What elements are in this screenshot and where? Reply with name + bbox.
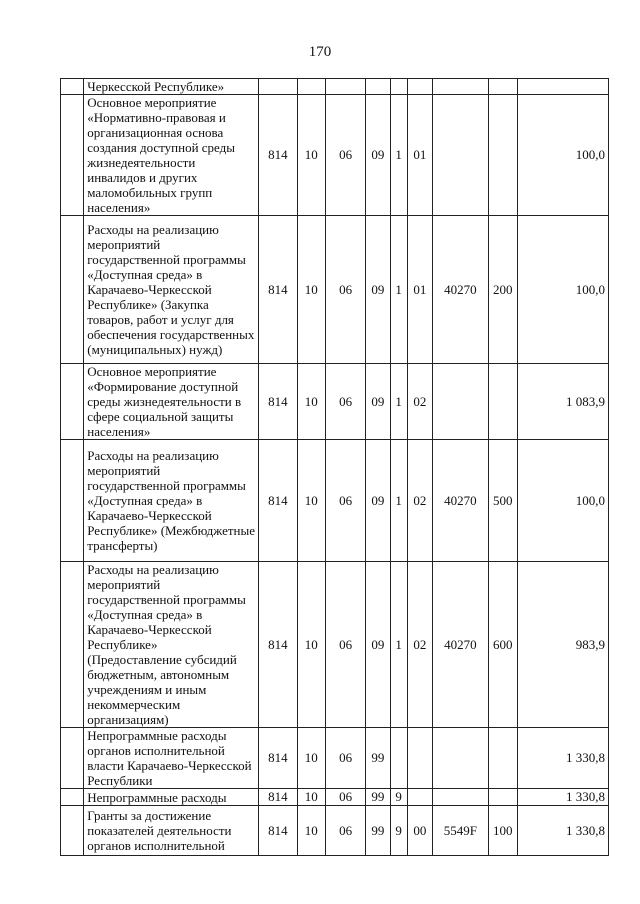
code-cell-rz: 10 bbox=[297, 440, 325, 562]
code-cell-p3 bbox=[407, 79, 432, 95]
description-cell: Основное мероприятие «Нормативно-правовая и организационная основа создания доступной среды жизнедеятельности инвалидов и других маломобильных групп населения» bbox=[84, 95, 259, 216]
code-cell-grbs: 814 bbox=[259, 216, 297, 364]
amount-cell: 1 083,9 bbox=[517, 364, 608, 440]
description-cell: Непрограммные расходы bbox=[84, 789, 259, 806]
code-cell-pr: 06 bbox=[325, 440, 365, 562]
code-cell-csr: 40270 bbox=[433, 216, 489, 364]
table-row bbox=[61, 216, 609, 364]
code-cell-p3: 01 bbox=[407, 95, 432, 216]
code-cell-p1 bbox=[366, 79, 390, 95]
code-cell-csr bbox=[433, 728, 489, 789]
code-cell-csr bbox=[433, 79, 489, 95]
code-cell-vr: 100 bbox=[488, 806, 517, 856]
description-cell: Черкесской Республике» bbox=[84, 79, 259, 95]
code-cell-vr bbox=[488, 79, 517, 95]
description-cell: Непрограммные расходы органов исполнительной власти Карачаево-Черкесской Республики bbox=[84, 728, 259, 789]
row-number-cell bbox=[61, 95, 84, 216]
table-row bbox=[61, 440, 609, 562]
code-cell-p3 bbox=[407, 789, 432, 806]
amount-cell: 100,0 bbox=[517, 216, 608, 364]
code-cell-csr: 40270 bbox=[433, 440, 489, 562]
code-cell-p1: 09 bbox=[366, 364, 390, 440]
table-row bbox=[61, 79, 609, 95]
code-cell-grbs: 814 bbox=[259, 364, 297, 440]
page-number: 170 bbox=[308, 44, 332, 60]
code-cell-rz: 10 bbox=[297, 562, 325, 728]
row-number-cell bbox=[61, 216, 84, 364]
code-cell-csr: 5549F bbox=[433, 806, 489, 856]
code-cell-p1: 09 bbox=[366, 562, 390, 728]
code-cell-grbs: 814 bbox=[259, 440, 297, 562]
code-cell-p2: 1 bbox=[390, 95, 407, 216]
code-cell-p3: 01 bbox=[407, 216, 432, 364]
code-cell-csr bbox=[433, 364, 489, 440]
code-cell-rz: 10 bbox=[297, 806, 325, 856]
code-cell-csr bbox=[433, 95, 489, 216]
amount-cell: 983,9 bbox=[517, 562, 608, 728]
code-cell-p2: 9 bbox=[390, 789, 407, 806]
amount-cell: 1 330,8 bbox=[517, 789, 608, 806]
code-cell-vr bbox=[488, 95, 517, 216]
row-number-cell bbox=[61, 789, 84, 806]
code-cell-pr: 06 bbox=[325, 562, 365, 728]
code-cell-pr: 06 bbox=[325, 216, 365, 364]
code-cell-p2: 9 bbox=[390, 806, 407, 856]
code-cell-grbs: 814 bbox=[259, 562, 297, 728]
code-cell-rz: 10 bbox=[297, 95, 325, 216]
code-cell-p2: 1 bbox=[390, 364, 407, 440]
code-cell-csr bbox=[433, 789, 489, 806]
row-number-cell bbox=[61, 806, 84, 856]
code-cell-p2 bbox=[390, 79, 407, 95]
description-cell: Основное мероприятие «Формирование доступной среды жизнедеятельности в сфере социальной защиты населения» bbox=[84, 364, 259, 440]
code-cell-rz: 10 bbox=[297, 216, 325, 364]
code-cell-pr: 06 bbox=[325, 789, 365, 806]
code-cell-vr bbox=[488, 789, 517, 806]
code-cell-p3 bbox=[407, 728, 432, 789]
amount-cell: 1 330,8 bbox=[517, 728, 608, 789]
amount-cell: 100,0 bbox=[517, 95, 608, 216]
amount-cell: 100,0 bbox=[517, 440, 608, 562]
code-cell-p1: 99 bbox=[366, 806, 390, 856]
code-cell-p1: 09 bbox=[366, 440, 390, 562]
code-cell-p3: 02 bbox=[407, 364, 432, 440]
code-cell-rz: 10 bbox=[297, 728, 325, 789]
code-cell-vr: 600 bbox=[488, 562, 517, 728]
code-cell-grbs: 814 bbox=[259, 728, 297, 789]
table-row bbox=[61, 364, 609, 440]
amount-cell bbox=[517, 79, 608, 95]
code-cell-grbs: 814 bbox=[259, 789, 297, 806]
code-cell-pr: 06 bbox=[325, 95, 365, 216]
code-cell-p3: 02 bbox=[407, 440, 432, 562]
code-cell-p2: 1 bbox=[390, 216, 407, 364]
code-cell-vr: 500 bbox=[488, 440, 517, 562]
code-cell-pr: 06 bbox=[325, 806, 365, 856]
row-number-cell bbox=[61, 728, 84, 789]
code-cell-p2: 1 bbox=[390, 562, 407, 728]
row-number-cell bbox=[61, 440, 84, 562]
table-row bbox=[61, 728, 609, 789]
code-cell-p2 bbox=[390, 728, 407, 789]
code-cell-grbs: 814 bbox=[259, 806, 297, 856]
table-row bbox=[61, 95, 609, 216]
code-cell-p3: 02 bbox=[407, 562, 432, 728]
code-cell-csr: 40270 bbox=[433, 562, 489, 728]
table-row bbox=[61, 806, 609, 856]
table-row bbox=[61, 789, 609, 806]
code-cell-p3: 00 bbox=[407, 806, 432, 856]
description-cell: Расходы на реализацию мероприятий государственной программы «Доступная среда» в Карачаево-Черкесской Республике» (Предоставление субсидий бюджетным, автономным учреждениям и иным некоммерческим организациям) bbox=[84, 562, 259, 728]
amount-cell: 1 330,8 bbox=[517, 806, 608, 856]
code-cell-pr: 06 bbox=[325, 728, 365, 789]
code-cell-pr: 06 bbox=[325, 364, 365, 440]
row-number-cell bbox=[61, 79, 84, 95]
description-cell: Расходы на реализацию мероприятий государственной программы «Доступная среда» в Карачаево-Черкесской Республике» (Межбюджетные трансферты) bbox=[84, 440, 259, 562]
budget-table bbox=[60, 78, 609, 856]
code-cell-rz: 10 bbox=[297, 789, 325, 806]
code-cell-p2: 1 bbox=[390, 440, 407, 562]
code-cell-pr bbox=[325, 79, 365, 95]
code-cell-rz: 10 bbox=[297, 364, 325, 440]
code-cell-vr: 200 bbox=[488, 216, 517, 364]
row-number-cell bbox=[61, 364, 84, 440]
row-number-cell bbox=[61, 562, 84, 728]
table-row bbox=[61, 562, 609, 728]
description-cell: Расходы на реализацию мероприятий государственной программы «Доступная среда» в Карачаево-Черкесской Республике» (Закупка товаров, работ и услуг для обеспечения государственных (муниципальных) нужд) bbox=[84, 216, 259, 364]
description-cell: Гранты за достижение показателей деятельности органов исполнительной bbox=[84, 806, 259, 856]
code-cell-vr bbox=[488, 364, 517, 440]
code-cell-p1: 99 bbox=[366, 789, 390, 806]
code-cell-p1: 09 bbox=[366, 216, 390, 364]
code-cell-p1: 99 bbox=[366, 728, 390, 789]
code-cell-p1: 09 bbox=[366, 95, 390, 216]
code-cell-rz bbox=[297, 79, 325, 95]
code-cell-grbs bbox=[259, 79, 297, 95]
code-cell-vr bbox=[488, 728, 517, 789]
code-cell-grbs: 814 bbox=[259, 95, 297, 216]
